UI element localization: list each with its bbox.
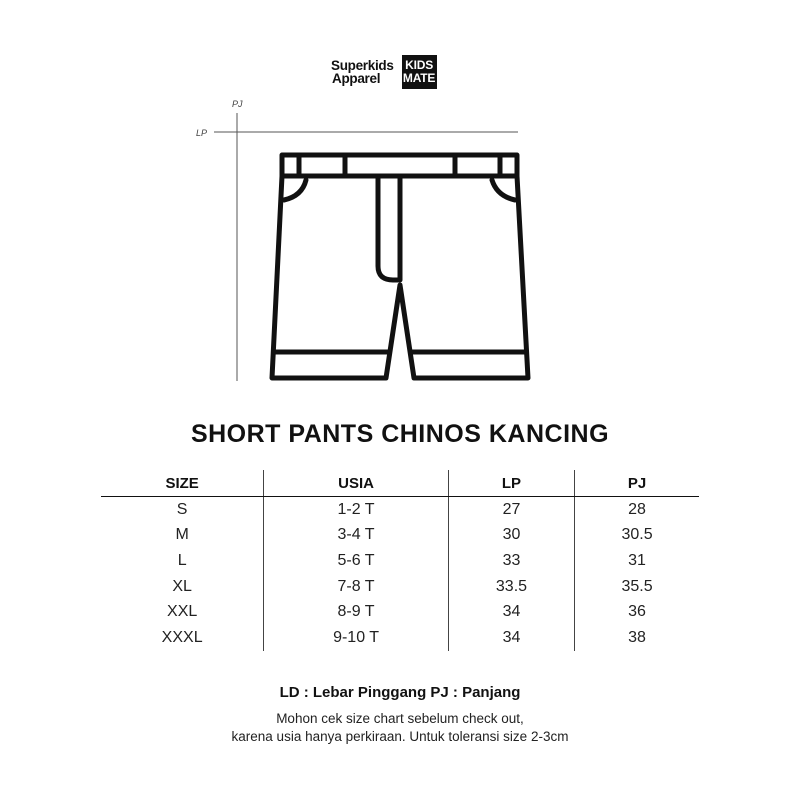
pj-label: PJ: [232, 99, 243, 109]
cell-usia: 7-8 T: [264, 574, 449, 600]
badge-line2: MATE: [402, 71, 436, 85]
cell-lp: 27: [448, 497, 574, 523]
cell-lp: 30: [448, 523, 574, 549]
header-pj: PJ: [575, 470, 699, 497]
brand-name-line2: Apparel: [332, 71, 381, 86]
measurement-legend: LD : Lebar Pinggang PJ : Panjang: [279, 684, 521, 701]
right-pocket: [492, 180, 515, 200]
table-row: [101, 497, 699, 523]
cell-pj: 38: [575, 625, 699, 651]
note-line2: karena usia hanya perkiraan. Untuk toleransi size 2-3cm: [231, 729, 569, 744]
table-header-row: [101, 470, 699, 497]
cell-lp: 33.5: [448, 574, 574, 600]
cell-pj: 28: [575, 497, 699, 523]
header-size: SIZE: [101, 470, 264, 497]
cell-size: XL: [172, 577, 192, 595]
cell-size: L: [177, 551, 187, 569]
badge-line1: KIDS: [405, 58, 434, 72]
cell-pj: 30.5: [575, 523, 699, 549]
waistband: [282, 155, 517, 176]
cell-pj: 36: [575, 599, 699, 625]
cell-usia: 3-4 T: [264, 523, 449, 549]
left-pocket: [284, 180, 306, 200]
size-note: [0, 710, 800, 746]
table-row: [101, 599, 699, 625]
cell-size: XXXL: [161, 628, 203, 646]
cell-lp: 33: [448, 548, 574, 574]
cell-usia: 8-9 T: [264, 599, 449, 625]
table-row: [101, 625, 699, 651]
fly: [378, 176, 400, 280]
size-table: [101, 470, 699, 651]
cell-usia: 1-2 T: [264, 497, 449, 523]
note-line1: Mohon cek size chart sebelum check out,: [276, 711, 524, 726]
header-lp: LP: [448, 470, 574, 497]
cell-usia: 5-6 T: [264, 548, 449, 574]
brand-name-line1: Superkids: [331, 58, 394, 73]
table-row: [101, 523, 699, 549]
table-row: [101, 574, 699, 600]
page-title: SHORT PANTS CHINOS KANCING: [190, 420, 610, 448]
table-row: [101, 548, 699, 574]
lp-label: LP: [196, 128, 208, 138]
cell-size: XXL: [167, 603, 198, 621]
header-usia: USIA: [264, 470, 449, 497]
cell-lp: 34: [448, 599, 574, 625]
cell-size: S: [176, 500, 188, 518]
cell-usia: 9-10 T: [264, 625, 449, 651]
cell-size: M: [175, 526, 189, 544]
cell-pj: 35.5: [575, 574, 699, 600]
cell-lp: 34: [448, 625, 574, 651]
shorts-icon: [272, 155, 528, 378]
cell-pj: 31: [575, 548, 699, 574]
